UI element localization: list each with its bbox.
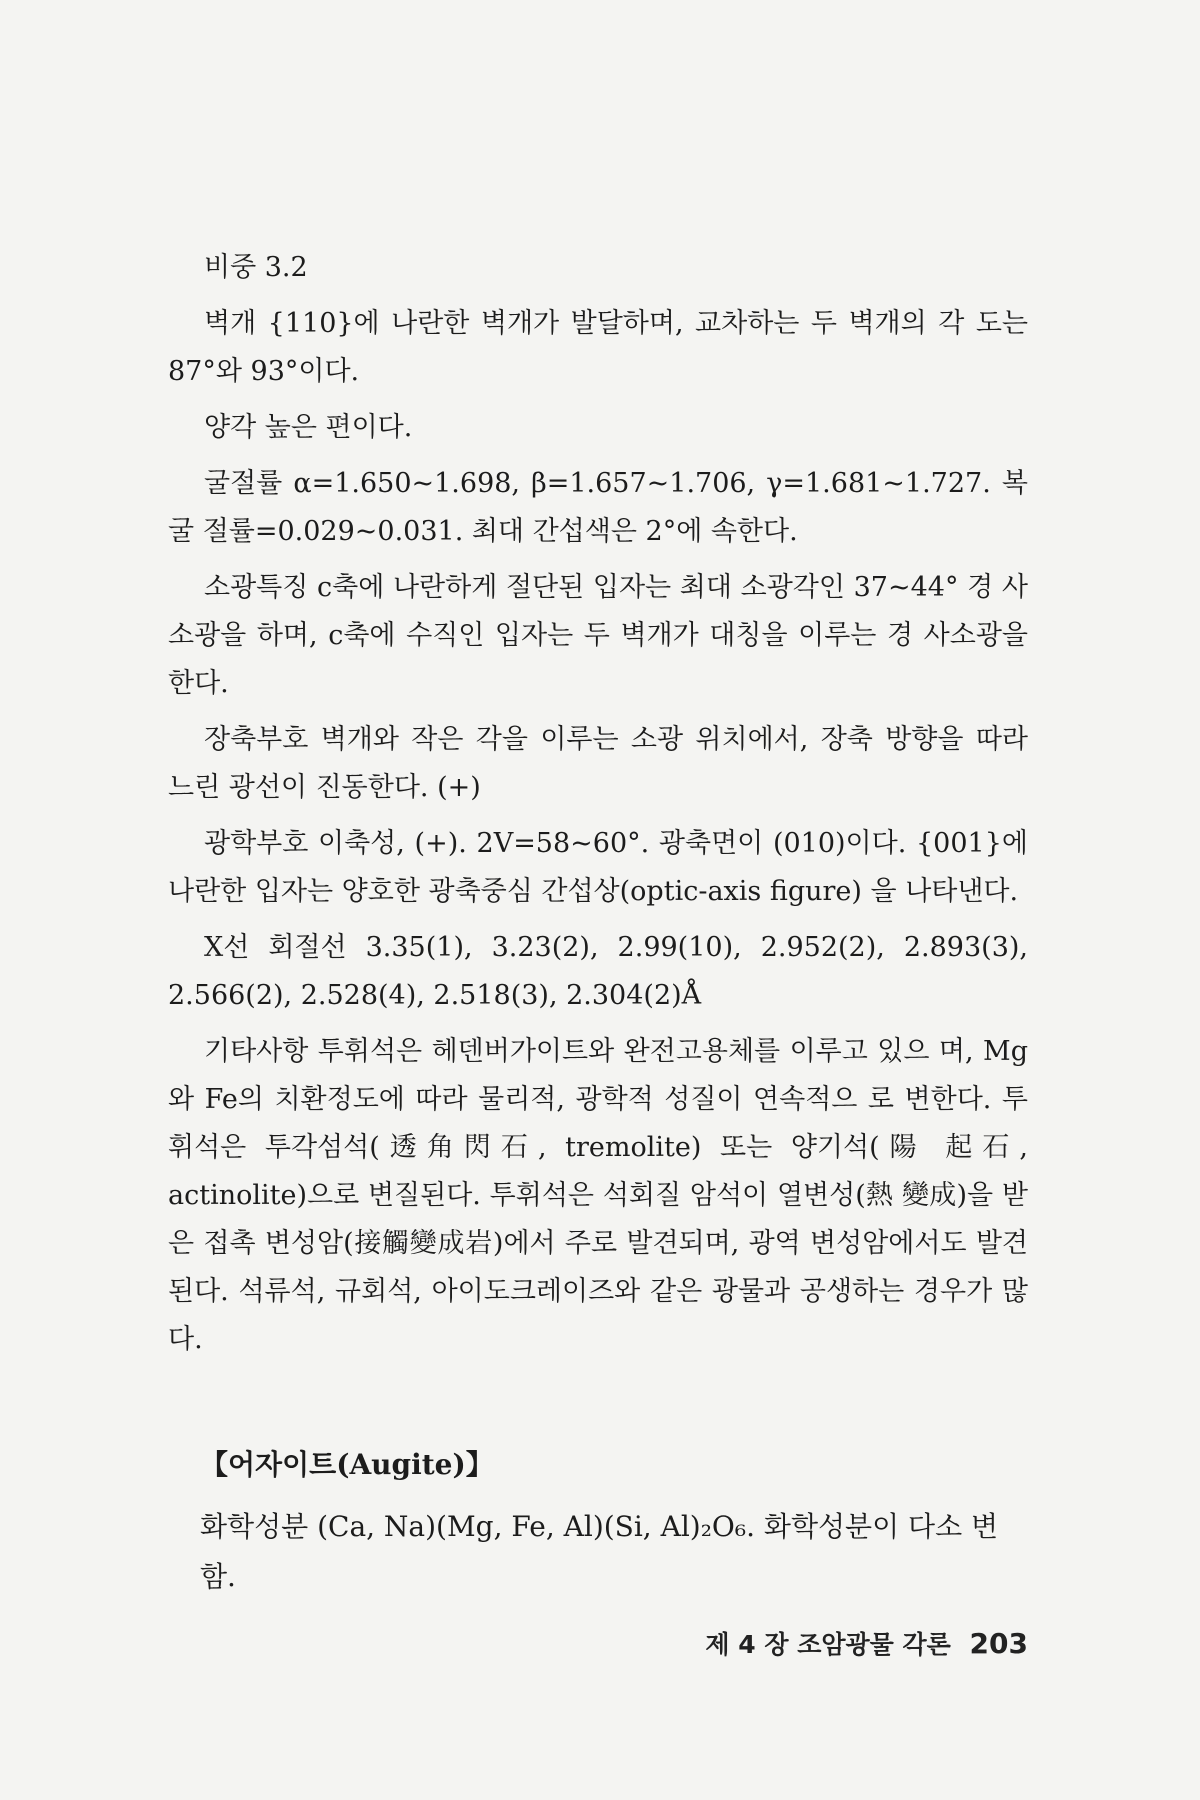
paragraph-refractive-index bbox=[168, 460, 1028, 556]
paragraph-line: 양각 높은 편이다. bbox=[204, 412, 413, 443]
paragraph-optic-sign bbox=[168, 820, 1028, 916]
section-body: 화학성분 (Ca, Na)(Mg, Fe, Al)(Si, Al)₂O₆. 화학성분이 다소 변함. bbox=[200, 1510, 999, 1593]
paragraph-continuation: 절률=0.029~0.031. 최대 간섭색은 2°에 속한다. bbox=[202, 516, 798, 547]
paragraph-line: 비중 3.2 bbox=[204, 252, 308, 283]
augite-section bbox=[200, 1440, 1030, 1602]
section-title: 【어자이트(Augite)】 bbox=[200, 1448, 494, 1481]
paragraph-line: X선 회절선 3.35(1), 3.23(2), 2.99(10), 2.952(2), 2.893(3), bbox=[204, 932, 1028, 963]
paragraph-remarks bbox=[168, 1028, 1028, 1364]
chapter-title: 제 4 장 조암광물 각론 bbox=[705, 1630, 951, 1659]
paragraph-continuation: 며, Mg와 Fe의 치환정도에 따라 물리적, 광학적 성질이 연속적으 로 변한다. 투휘석은 투각섬석(透角閃石, tremolite) 또는 양기석(陽 起石, actinolite)으로 변질된다. 투휘석은 석회질 암석이 열변성(熱 變成)을 받은 접촉 변성암(接觸變成岩)에서 주로 발견되며, 광역 변성암에서도 발견된다. 석류석, 규회석, 아이도크레이즈와 같은 광물과 공생하는 경우가 많다. bbox=[168, 1036, 1028, 1355]
paragraph-continuation: 따라 느린 광선이 진동한다. (+) bbox=[168, 724, 1028, 803]
body-text bbox=[168, 244, 1028, 1372]
paragraph-specific-gravity bbox=[168, 244, 1028, 292]
paragraph-line: 장축부호 벽개와 작은 각을 이루는 소광 위치에서, 장축 방향을 bbox=[204, 724, 964, 755]
paragraph-line: 벽개 {110}에 나란한 벽개가 발달하며, 교차하는 두 벽개의 각 bbox=[204, 308, 965, 339]
paragraph-xray bbox=[168, 924, 1028, 1020]
paragraph-continuation: 2.566(2), 2.528(4), 2.518(3), 2.304(2)Å bbox=[168, 980, 702, 1011]
paragraph-relief bbox=[168, 404, 1028, 452]
paragraph-line: 광학부호 이축성, (+). 2V=58~60°. 광축면이 (010)이다. bbox=[204, 828, 907, 859]
page-number: 203 bbox=[969, 1627, 1028, 1660]
paragraph-line: 기타사항 투휘석은 헤덴버가이트와 완전고용체를 이루고 있으 bbox=[204, 1036, 930, 1067]
paragraph-line: 굴절률 α=1.650~1.698, β=1.657~1.706, γ=1.681~1.727. 복굴 bbox=[168, 468, 1028, 547]
paragraph-continuation: 사소광을 하며, c축에 수직인 입자는 두 벽개가 대칭을 이루는 경 사소광을 한다. bbox=[168, 572, 1028, 699]
paragraph-continuation: {001}에 나란한 입자는 양호한 광축중심 간섭상(optic-axis figure) 을 나타낸다. bbox=[168, 828, 1028, 907]
paragraph-continuation: 도는 87°와 93°이다. bbox=[168, 308, 1028, 387]
paragraph-cleavage bbox=[168, 300, 1028, 396]
paragraph-line: 소광특징 c축에 나란하게 절단된 입자는 최대 소광각인 37~44° 경 bbox=[204, 572, 994, 603]
page-footer bbox=[705, 1625, 1028, 1661]
paragraph-extinction bbox=[168, 564, 1028, 708]
paragraph-elongation bbox=[168, 716, 1028, 812]
